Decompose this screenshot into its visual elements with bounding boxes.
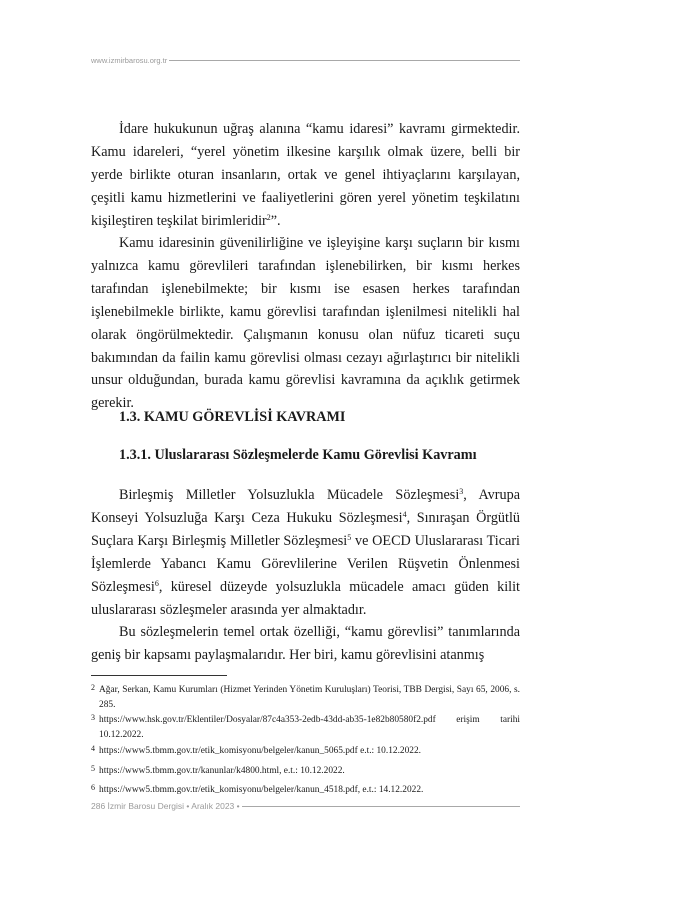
footnote-5: [91, 764, 520, 779]
footnote-text[interactable]: https://www5.tbmm.gov.tr/kanunlar/k4800.html, e.t.: 10.12.2022.: [99, 766, 345, 776]
footnote-4: [91, 744, 520, 759]
footnote-number: 5: [91, 764, 95, 773]
footnote-2: [91, 683, 520, 712]
paragraph-sozlesmeler: [91, 484, 520, 621]
footnote-number: 2: [91, 683, 95, 692]
header-rule: [169, 60, 520, 61]
paragraph-ortak-ozellik: Bu sözleşmelerin temel ortak özelliği, “kamu görevlisi” tanımlarında geniş bir kapsamı paylaşmalarıdır. Her biri, kamu görevlisini atanmış: [91, 624, 520, 663]
paragraph-kamu-idaresi-suclar: Kamu idaresinin güvenilirliğine ve işleyişine karşı suçların bir kısmı yalnızca kamu görevlileri tarafından işlenebilirken, bir kısmı herkes tarafından işlenebilmekte; bir kısmı ise esasen herkes tarafından işlenebilmekle birlikte, kamu görevlisi tarafından işlenilmesi nitelikli hal olarak öngörülmektedir. Çalışmanın konusu olan nüfuz ticareti suçu bakımından da failin kamu görevlisi olması cezayı ağırlaştırıcı bir nitelikli unsur olduğundan, burada kamu görevlisi kavramına da açıklık getirmek gerekir.: [91, 235, 520, 412]
footnote-3: [91, 713, 520, 742]
subsection-heading: 1.3.1. Uluslararası Sözleşmelerde Kamu Görevlisi Kavramı: [119, 447, 477, 463]
section-heading: 1.3. KAMU GÖREVLİSİ KAVRAMI: [119, 409, 346, 425]
page-header: [91, 54, 520, 66]
page-footer: [91, 799, 520, 813]
footnote-6: [91, 783, 520, 798]
footnote-separator: [91, 675, 227, 676]
paragraph-1-tail: ”.: [270, 212, 281, 229]
footer-text: 286 İzmir Barosu Dergisi • Aralık 2023 •: [91, 801, 240, 811]
footnote-text[interactable]: https://www5.tbmm.gov.tr/etik_komisyonu/belgeler/kanun_5065.pdf e.t.: 10.12.2022.: [99, 746, 422, 756]
footnote-ref-4: 4: [402, 509, 407, 519]
footnote-number: 4: [91, 744, 95, 753]
footnote-number: 6: [91, 783, 95, 792]
footnote-ref-3: 3: [459, 487, 464, 496]
footnote-ref-5: 5: [347, 532, 352, 542]
paragraph-3-text-4: ve OECD Uluslararası Ticari İşlemlerde Yabancı Kamu Görevlilerine Verilen Rüşvetin Önlenmesi Sözleşmesi: [91, 532, 520, 595]
paragraph-3-text-3: , Sınıraşan Örgütlü Suçlara Karşı Birleşmiş Milletler Sözleşmesi: [91, 509, 520, 549]
footnote-number: 3: [91, 713, 95, 722]
paragraph-3-text-2: , Avrupa Konseyi Yolsuzluğa Karşı Ceza Hukuku Sözleşmesi: [91, 487, 520, 526]
footnote-ref-2: 2: [266, 212, 271, 222]
footer-rule: [242, 806, 520, 807]
footnote-text: Ağar, Serkan, Kamu Kurumları (Hizmet Yerinden Yönetim Kuruluşları) Teorisi, TBB Dergisi, Sayı 65, 2006, s. 285.: [99, 685, 520, 710]
footnote-ref-6: 6: [154, 578, 159, 588]
footnote-text[interactable]: https://www5.tbmm.gov.tr/etik_komisyonu/belgeler/kanun_4518.pdf, e.t.: 14.12.2022.: [99, 785, 424, 795]
paragraph-1-text: İdare hukukunun uğraş alanına “kamu idaresi” kavramı girmektedir. Kamu idareleri, “yerel yönetim ilkesine karşılık olmak üzere, belli bir yerde birlikte oturan insanların, ortak ve genel ihtiyaçlarını karşılayan, çeşitli kamu hizmetlerini ve faaliyetlerini gören yerel yönetim teşkilatını kişileştiren teşkilat birimleridir: [91, 121, 520, 229]
paragraph-3-text-1: Birleşmiş Milletler Yolsuzlukla Mücadele Sözleşmesi: [119, 487, 460, 503]
paragraph-kamu-idaresi: [91, 118, 520, 233]
header-url: www.izmirbarosu.org.tr: [91, 55, 168, 65]
footnote-text[interactable]: https://www.hsk.gov.tr/Eklentiler/Dosyalar/87c4a353-2edb-43dd-ab35-1e82b80580f2.pdf erişim tarihi 10.12.2022.: [99, 715, 520, 740]
paragraph-3-text-5: , küresel düzeyde yolsuzlukla mücadele amacı güden kilit uluslararası sözleşmeler arasında yer almaktadır.: [91, 578, 520, 618]
